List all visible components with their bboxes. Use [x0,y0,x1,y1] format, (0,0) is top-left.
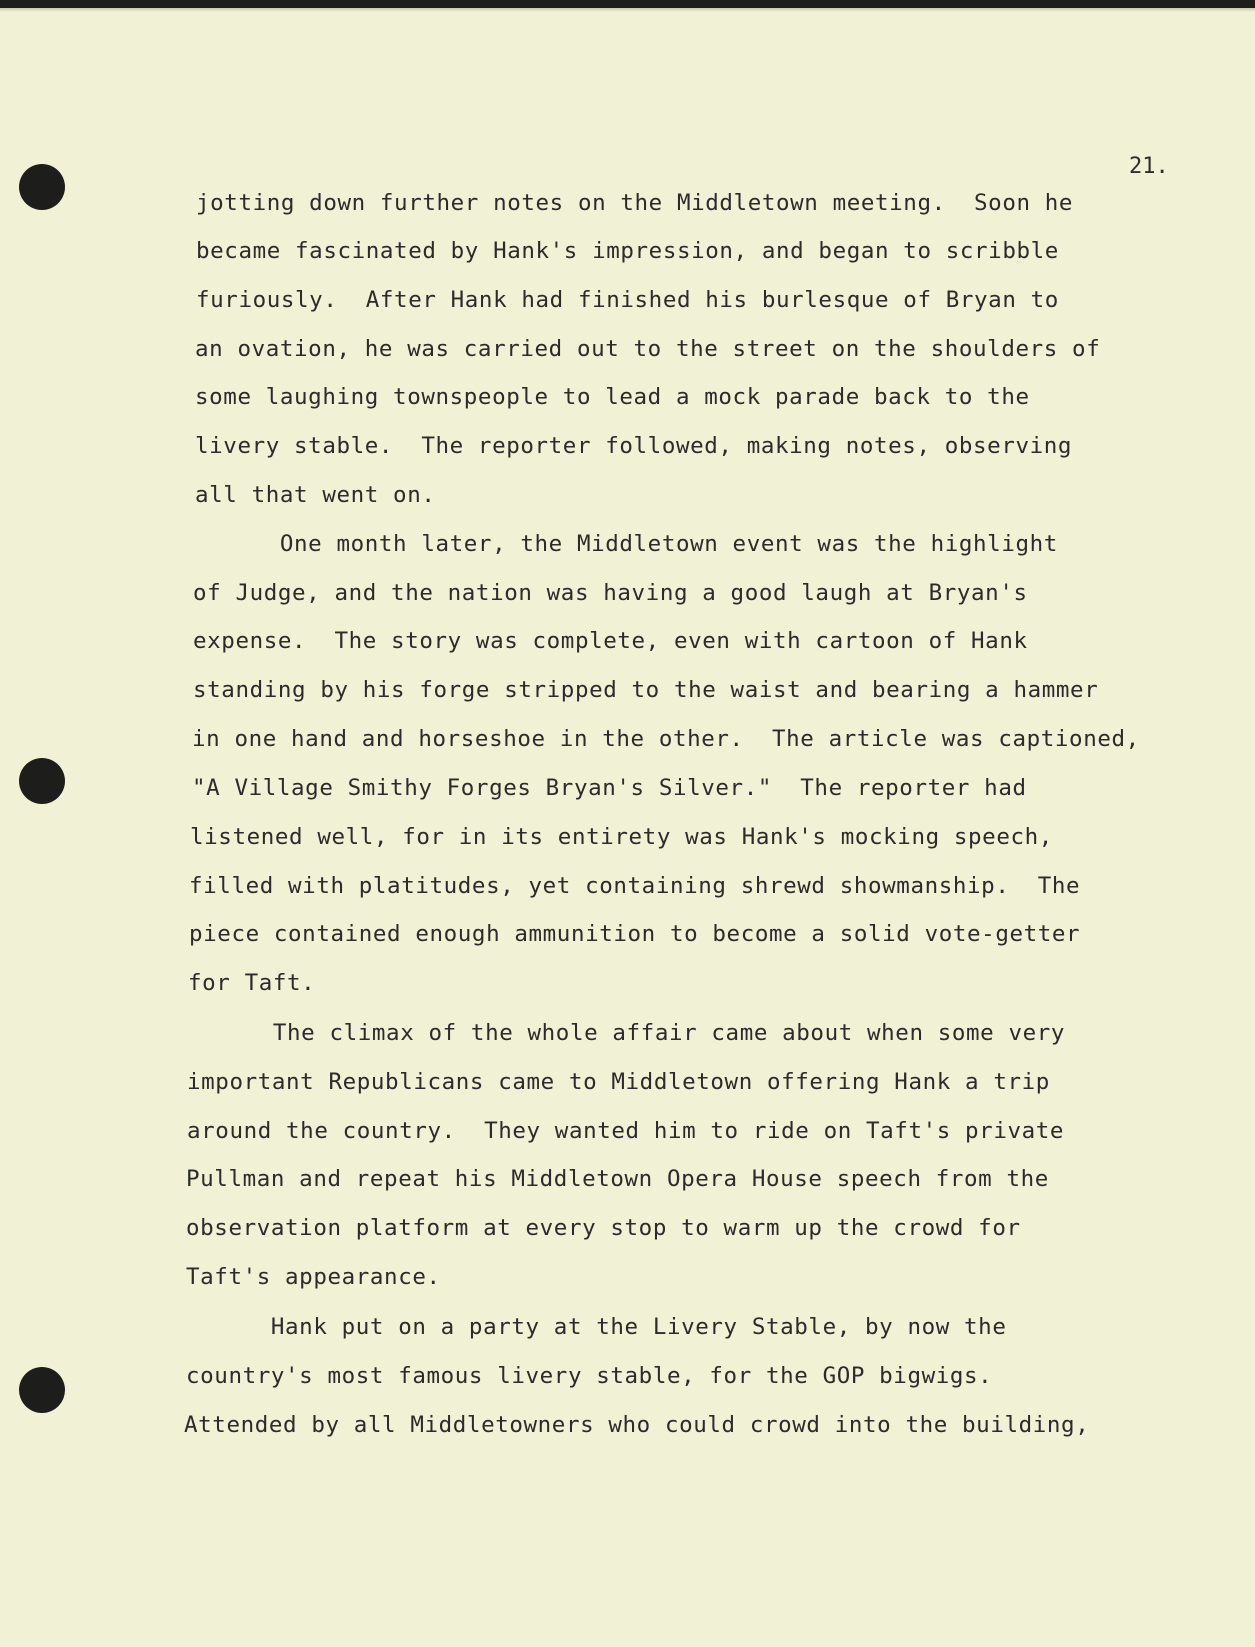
binder-hole-bottom [19,1367,65,1413]
text-line: Attended by all Middletowners who could crowd into the building, [184,1412,1090,1438]
text-line: livery stable. The reporter followed, making notes, observing [195,433,1073,459]
text-line: of Judge, and the nation was having a good laugh at Bryan's [193,580,1028,606]
text-line: country's most famous livery stable, for the GOP bigwigs. [186,1363,993,1389]
document-page [0,8,1255,1647]
text-line: important Republicans came to Middletown offering Hank a trip [187,1069,1050,1095]
text-line: in one hand and horseshoe in the other. The article was captioned, [192,726,1140,752]
text-line: Pullman and repeat his Middletown Opera House speech from the [186,1166,1049,1192]
text-line: The climax of the whole affair came about when some very [188,1020,1066,1046]
binder-hole-middle [19,758,65,804]
text-line: One month later, the Middletown event was the highlight [195,531,1058,557]
text-line: became fascinated by Hank's impression, and began to scribble [196,238,1059,264]
text-line: Hank put on a party at the Livery Stable, by now the [186,1314,1007,1340]
text-line: an ovation, he was carried out to the street on the shoulders of [195,336,1101,362]
text-line: observation platform at every stop to warm up the crowd for [186,1215,1021,1241]
text-line: piece contained enough ammunition to become a solid vote-getter [189,921,1081,947]
page-number: 21. [1129,154,1169,179]
text-line: Taft's appearance. [186,1264,441,1290]
binder-hole-top [19,164,65,210]
text-line: for Taft. [188,970,316,996]
text-line: some laughing townspeople to lead a mock parade back to the [195,384,1030,410]
page-top-edge [0,8,1255,12]
text-line: filled with platitudes, yet containing shrewd showmanship. The [189,873,1081,899]
text-line: jotting down further notes on the Middletown meeting. Soon he [196,190,1074,216]
text-line: around the country. They wanted him to ride on Taft's private [187,1118,1065,1144]
text-line: "A Village Smithy Forges Bryan's Silver." The reporter had [192,775,1027,801]
text-line: standing by his forge stripped to the waist and bearing a hammer [193,677,1099,703]
text-line: listened well, for in its entirety was Hank's mocking speech, [190,824,1053,850]
text-line: all that went on. [195,482,436,508]
text-line: expense. The story was complete, even with cartoon of Hank [193,628,1028,654]
text-line: furiously. After Hank had finished his burlesque of Bryan to [196,287,1059,313]
